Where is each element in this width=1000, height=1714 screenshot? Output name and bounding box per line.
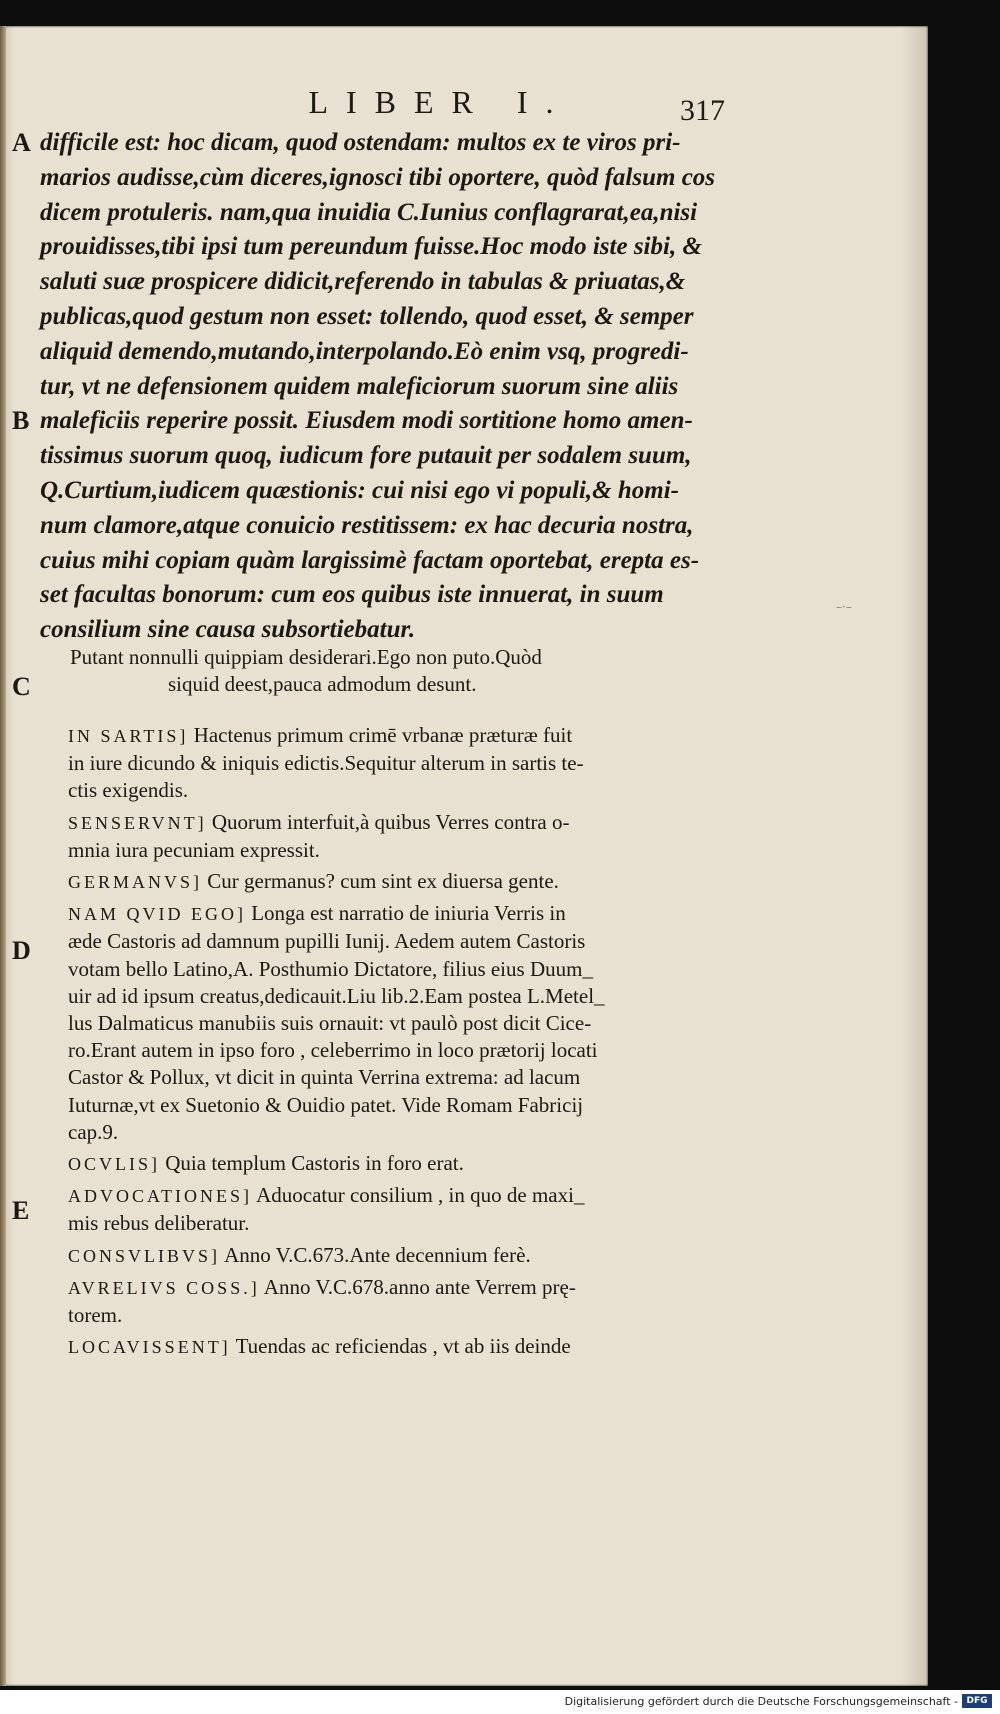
commentary-line: æde Castoris ad damnum pupilli Iunij. Aedem autem Castoris [68,929,586,954]
commentary-line: uir ad id ipsum creatus,dedicauit.Liu lib.2.Eam postea L.Metel_ [68,983,605,1008]
commentary-line: Hactenus primum crimē vrbanæ præturæ fuit [193,723,573,747]
note-line: siquid deest,pauca admodum desunt. [168,671,477,696]
dfg-logo-icon: DFG [962,1694,992,1708]
page-header [0,56,928,127]
commentary-entry [68,1182,748,1237]
text-line: prouidisses,tibi ipsi tum pereundum fuisse.Hoc modo iste sibi, & [40,233,702,261]
lemma: OCVLIS] [68,1154,160,1175]
commentary-line: Quia templum Castoris in foro erat. [165,1151,464,1176]
running-head: LIBER I. [308,84,572,120]
commentary-line: Cur germanus? cum sint ex diuersa gente. [207,869,559,894]
commentary-line: Castor & Pollux, vt dicit in quinta Verrina extrema: ad lacum [68,1065,581,1090]
commentary-line: Longa est narratio de iniuria Verris in [251,901,566,926]
funding-credit: Digitalisierung gefördert durch die Deutsche Forschungsgemeinschaft - [564,1695,958,1708]
commentary-line: lus Dalmaticus manubiis suis ornauit: vt paulò post dicit Cice- [68,1011,592,1036]
lemma: NAM QVID EGO] [68,904,246,925]
commentary-line: in iure dicundo & iniquis edictis.Sequitur alterum in sartis te- [68,751,584,776]
main-text-italic [40,126,720,648]
lemma: LOCAVISSENT] [68,1337,231,1358]
commentary-line: mnia iura pecuniam expressit. [68,837,320,862]
footer-bar [0,1690,1000,1714]
commentary-line: ctis exigendis. [68,778,189,803]
commentary-entry [68,900,748,1146]
commentary-entry [68,722,748,805]
margin-mark [836,600,856,606]
margin-letter-e: E [12,1196,30,1225]
commentary-line: Quorum interfuit,à quibus Verres contra o- [211,809,570,834]
commentary-line: mis rebus deliberatur. [68,1211,250,1236]
lemma: AVRELIVS COSS.] [68,1277,260,1298]
commentary-entry [68,1150,748,1178]
commentary-entry [68,1333,748,1361]
commentary [68,722,748,1365]
page-binding-edge [0,26,6,1686]
lemma: CONSVLIBVS] [68,1245,221,1266]
text-line: marios audisse,cùm diceres,ignosci tibi oportere, quòd falsum cos [40,163,716,191]
margin-letter-b: B [12,406,30,435]
commentary-entry [68,1242,748,1270]
margin-letter-c: C [12,672,31,701]
text-line: consilium sine causa subsortiebatur. [40,616,416,644]
note-line: Putant nonnulli quippiam desiderari.Ego non puto.Quòd [70,645,542,669]
margin-letter-d: D [12,936,31,965]
margin-letter-a: A [12,128,31,157]
commentary-entry [68,1274,748,1329]
text-line: publicas,quod gestum non esset: tollendo, quod esset, & semper [40,302,694,330]
editorial-note [70,644,710,697]
text-line: difficile est: hoc dicam, quod ostendam: multos ex te viros pri- [40,129,681,156]
text-line: Q.Curtium,iudicem quæstionis: cui nisi ego vi populi,& homi- [40,476,679,504]
lemma: ADVOCATIONES] [68,1186,252,1207]
lemma: GERMANVS] [68,872,203,893]
commentary-line: ro.Erant autem in ipso foro , celeberrimo in loco prætorij locati [68,1038,598,1063]
text-line: tur, vt ne defensionem quidem maleficiorum suorum sine aliis [40,372,679,400]
text-line: num clamore,atque conuicio restitissem: ex hac decuria nostra, [40,511,694,539]
text-line: aliquid demendo,mutando,interpolando.Eò enim vsq, progredi- [40,337,689,365]
text-line: dicem protuleris. nam,qua inuidia C.Iunius conflagrarat,ea,nisi [40,198,698,226]
lemma: IN SARTIS] [68,726,189,746]
text-line: maleficiis reperire possit. Eiusdem modi sortitione homo amen- [40,407,693,435]
commentary-line: Anno V.C.678.anno ante Verrem prę- [263,1274,576,1299]
text-line: set facultas bonorum: cum eos quibus iste innuerat, in suum [40,581,664,609]
commentary-line: Iuturnæ,vt ex Suetonio & Ouidio patet. Vide Romam Fabricij [68,1092,584,1117]
text-line: saluti suæ prospicere didicit,referendo in tabulas & priuatas,& [40,268,686,296]
commentary-line: Aduocatur consilium , in quo de maxi_ [256,1183,585,1208]
commentary-line: cap.9. [68,1119,119,1144]
commentary-entry [68,868,748,896]
commentary-line: torem. [68,1303,123,1328]
commentary-line: Anno V.C.673.Ante decennium ferè. [224,1242,531,1267]
commentary-entry [68,809,748,864]
text-line: tissimus suorum quoq, iudicum fore putauit per sodalem suum, [40,442,692,470]
folio-number: 317 [680,94,725,127]
lemma: SENSERVNT] [68,812,207,833]
commentary-line: votam bello Latino,A. Posthumio Dictatore, filius eius Duum_ [68,956,593,981]
text-line: cuius mihi copiam quàm largissimè factam oportebat, erepta es- [40,546,700,574]
commentary-line: Tuendas ac reficiendas , vt ab iis deinde [235,1334,571,1359]
